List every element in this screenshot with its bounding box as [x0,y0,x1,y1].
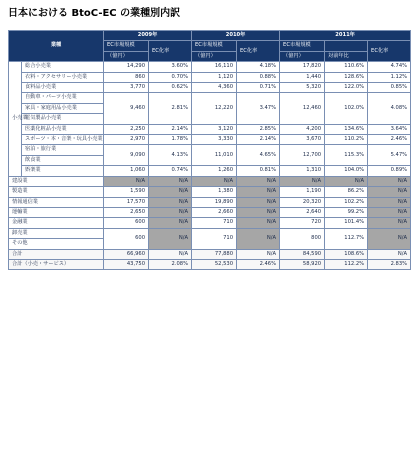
subtotal-row [9,259,411,269]
row-label: 宿泊・旅行業 [22,145,104,155]
value-cell: 0.81% [237,166,280,176]
value-cell: 3,670 [280,135,325,145]
row-label: 運輸業 [9,207,104,217]
row-label: 衣料・アクセサリー小売業 [22,72,104,82]
value-cell: 2.81% [149,93,192,124]
value-cell: 1.12% [368,72,411,82]
value-cell: 2.46% [368,135,411,145]
blank-header [325,41,368,51]
value-cell: 2.85% [237,124,280,134]
value-cell: 110.2% [325,135,368,145]
value-cell: 1,190 [280,187,325,197]
value-cell: N/A [368,176,411,186]
value-cell: 19,890 [192,197,237,207]
unit-header: （億円） [104,51,149,61]
value-cell: 112.2% [325,259,368,269]
value-cell: N/A [237,176,280,186]
value-cell: 2.83% [368,259,411,269]
table-row [9,83,411,93]
value-cell: 1,440 [280,72,325,82]
row-label: 建設業 [9,176,104,186]
year-header-row [9,31,411,41]
row-label: 合計（小売・サービス） [9,259,104,269]
value-cell: 5.47% [368,145,411,166]
value-cell: N/A [237,197,280,207]
year-header-2011: 2011年 [280,31,411,41]
ec-rate-header: EC化率 [149,41,192,62]
value-cell: 122.0% [325,83,368,93]
value-cell: 3,330 [192,135,237,145]
market-size-header: EC市場規模 [192,41,237,51]
row-label: 金融業 [9,218,104,228]
row-label: 総合小売業 [22,62,104,72]
value-cell: N/A [237,228,280,249]
value-cell: N/A [237,249,280,259]
value-cell: N/A [237,187,280,197]
value-cell: N/A [149,176,192,186]
table-row [9,187,411,197]
value-cell: 3,120 [192,124,237,134]
value-cell: 1,120 [192,72,237,82]
table-row [9,228,411,238]
value-cell: 1,590 [104,187,149,197]
value-cell: N/A [149,207,192,217]
row-label: 医薬化粧品小売業 [22,124,104,134]
table-row [9,197,411,207]
value-cell: N/A [237,218,280,228]
value-cell: 110.6% [325,62,368,72]
value-cell: 2,650 [104,207,149,217]
value-cell: 3.47% [237,93,280,124]
value-cell: 2,970 [104,135,149,145]
ec-rate-header: EC化率 [368,41,411,62]
value-cell: 112.7% [325,228,368,249]
value-cell: 710 [192,228,237,249]
row-label: 製造業 [9,187,104,197]
value-cell: 2.14% [237,135,280,145]
value-cell: 1,260 [192,166,237,176]
value-cell: 12,460 [280,93,325,124]
value-cell: N/A [149,218,192,228]
value-cell: 3,770 [104,83,149,93]
value-cell: 134.6% [325,124,368,134]
value-cell: 4.74% [368,62,411,72]
row-label: スポーツ・本・音楽・玩具小売業 [22,135,104,145]
row-label: 卸売業 [9,228,104,238]
ec-rate-header: EC化率 [237,41,280,62]
value-cell: N/A [237,207,280,217]
value-cell: 720 [280,218,325,228]
table-row [9,207,411,217]
value-cell: N/A [149,228,192,249]
value-cell: 43,750 [104,259,149,269]
value-cell: 104.0% [325,166,368,176]
row-label: 情報通信業 [9,197,104,207]
value-cell: 0.70% [149,72,192,82]
unit-header: （億円） [192,51,237,61]
value-cell: 0.89% [368,166,411,176]
value-cell: N/A [149,187,192,197]
value-cell: 2.08% [149,259,192,269]
year-header-2010: 2010年 [192,31,280,41]
value-cell: 4.13% [149,145,192,166]
value-cell: N/A [280,176,325,186]
row-label: 食料品小売業 [22,83,104,93]
value-cell: 9,460 [104,93,149,124]
value-cell: 5,320 [280,83,325,93]
value-cell: 2,640 [280,207,325,217]
value-cell: 1,060 [104,166,149,176]
value-cell: N/A [368,207,411,217]
value-cell: 0.71% [237,83,280,93]
row-label: 自動車・パーツ小売業 [22,93,104,103]
table-row [9,166,411,176]
value-cell: N/A [104,176,149,186]
value-cell: 52,530 [192,259,237,269]
value-cell: 1.78% [149,135,192,145]
value-cell: 12,220 [192,93,237,124]
value-cell: N/A [368,218,411,228]
value-cell: 800 [280,228,325,249]
value-cell: 108.6% [325,249,368,259]
table-row [9,145,411,155]
ec-industry-table [8,30,411,270]
value-cell: 99.2% [325,207,368,217]
industry-header: 業種 [9,31,104,62]
value-cell: 12,700 [280,145,325,166]
value-cell: 77,880 [192,249,237,259]
market-size-header: EC市場規模 [104,41,149,51]
table-row [9,62,411,72]
value-cell: 4,360 [192,83,237,93]
market-size-header: EC市場規模 [280,41,325,51]
value-cell: N/A [192,176,237,186]
value-cell: 4.08% [368,93,411,124]
value-cell: 710 [192,218,237,228]
table-row [9,72,411,82]
value-cell: 3.60% [149,62,192,72]
category-retail: 小売業 [9,62,22,176]
value-cell: 2.46% [237,259,280,269]
value-cell: 600 [104,228,149,249]
unit-header: （億円） [280,51,325,61]
row-label: 合計 [9,249,104,259]
value-cell: 17,820 [280,62,325,72]
row-label: 家具・家庭用品小売業 [22,103,104,113]
value-cell: 20,320 [280,197,325,207]
value-cell: 115.3% [325,145,368,166]
value-cell: N/A [325,176,368,186]
value-cell: N/A [368,187,411,197]
table-row [9,135,411,145]
value-cell: 102.2% [325,197,368,207]
value-cell: 600 [104,218,149,228]
total-row [9,249,411,259]
value-cell: 101.4% [325,218,368,228]
value-cell: 86.2% [325,187,368,197]
value-cell: N/A [368,228,411,249]
value-cell: 4.65% [237,145,280,166]
value-cell: 0.62% [149,83,192,93]
value-cell: 2,250 [104,124,149,134]
page-title: 日本における BtoC-EC の業種別内訳 [8,8,181,19]
value-cell: 11,010 [192,145,237,166]
value-cell: 860 [104,72,149,82]
yoy-header: 対前年比 [325,51,368,61]
row-label: 娯楽業 [22,166,104,176]
value-cell: 3.64% [368,124,411,134]
value-cell: 66,960 [104,249,149,259]
value-cell: 128.6% [325,72,368,82]
table-row [9,176,411,186]
value-cell: N/A [149,197,192,207]
table-row [9,218,411,228]
value-cell: 1,380 [192,187,237,197]
row-label: その他 [9,239,104,249]
row-label: 飲食業 [22,155,104,165]
value-cell: N/A [149,249,192,259]
value-cell: 0.74% [149,166,192,176]
year-header-2009: 2009年 [104,31,192,41]
value-cell: 4,200 [280,124,325,134]
value-cell: 2.14% [149,124,192,134]
value-cell: N/A [368,249,411,259]
value-cell: N/A [368,197,411,207]
value-cell: 1,310 [280,166,325,176]
value-cell: 9,090 [104,145,149,166]
value-cell: 17,570 [104,197,149,207]
table-row [9,124,411,134]
value-cell: 0.85% [368,83,411,93]
value-cell: 0.88% [237,72,280,82]
value-cell: 16,110 [192,62,237,72]
value-cell: 4.18% [237,62,280,72]
value-cell: 84,590 [280,249,325,259]
value-cell: 2,660 [192,207,237,217]
value-cell: 58,920 [280,259,325,269]
value-cell: 14,290 [104,62,149,72]
value-cell: 102.0% [325,93,368,124]
row-label: 電気製品小売業 [22,114,104,124]
table-row [9,93,411,103]
